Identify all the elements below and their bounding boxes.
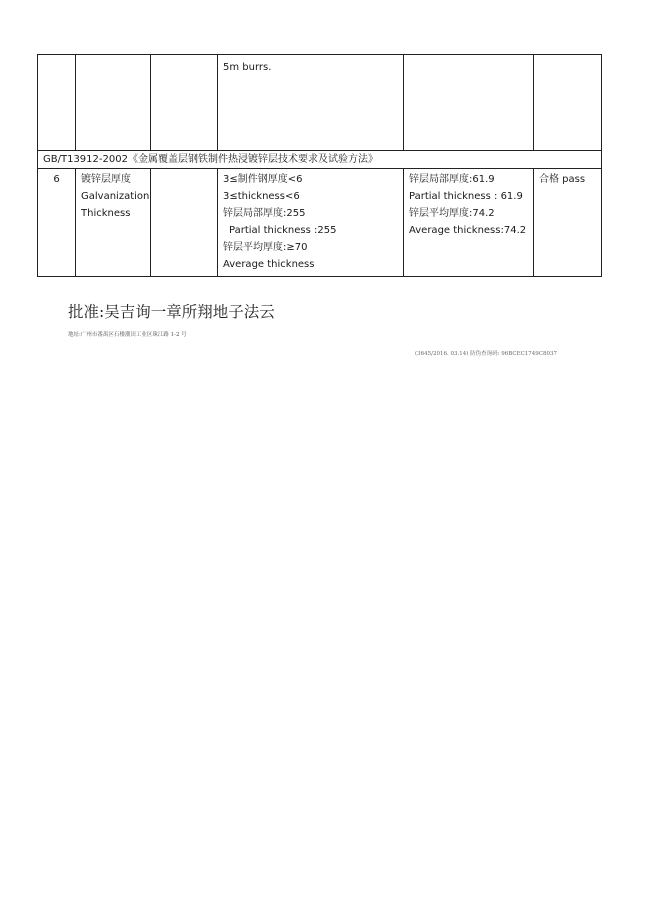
result-line: 锌层平均厚度:74.2 bbox=[409, 208, 495, 219]
result-line: 锌层局部厚度:61.9 bbox=[409, 174, 495, 185]
verdict-cell bbox=[534, 169, 602, 277]
blank-cell bbox=[151, 169, 218, 277]
verdict-text: 合格 pass bbox=[539, 174, 586, 185]
requirement-line: Partial thickness :255 bbox=[229, 225, 337, 236]
result-line: Average thickness:74.2 bbox=[409, 225, 527, 236]
item-name-line: 镀锌层厚度 bbox=[81, 174, 131, 185]
requirement-cell bbox=[218, 55, 404, 151]
test-report-table bbox=[37, 54, 602, 277]
result-line: Partial thickness : 61.9 bbox=[409, 191, 523, 202]
requirement-line: 锌层局部厚度:255 bbox=[223, 208, 306, 219]
requirement-line: Average thickness bbox=[223, 259, 315, 270]
standard-title: GB/T13912-2002《金属覆盖层钢铁制件热浸镀锌层技术要求及试验方法》 bbox=[38, 151, 602, 169]
item-name-cell bbox=[76, 169, 151, 277]
item-number: 6 bbox=[38, 169, 76, 277]
item-name-line: Galvanization bbox=[81, 191, 150, 202]
item-cell bbox=[76, 55, 151, 151]
requirement-line: 3≤thickness<6 bbox=[223, 191, 300, 202]
item-name-line: Thickness bbox=[81, 208, 131, 219]
requirement-cell bbox=[218, 169, 404, 277]
verdict-cell bbox=[534, 55, 602, 151]
continued-row bbox=[38, 55, 602, 151]
blank-cell bbox=[151, 55, 218, 151]
result-cell bbox=[404, 55, 534, 151]
standard-row bbox=[38, 151, 602, 169]
requirement-line: 锌层平均厚度:≥70 bbox=[223, 242, 308, 253]
item-row bbox=[38, 169, 602, 277]
address-line: 地址:广州市番禺区石楼潮田工业区珠江路 1-2 号 bbox=[68, 332, 187, 338]
anti-fake-code: (3645/2016. 03.14) 防伪查询码: 96BCEC1749C8037 bbox=[415, 351, 558, 357]
requirement-text: 5m burrs. bbox=[223, 62, 272, 73]
requirement-line: 3≤制件钢厚度<6 bbox=[223, 174, 303, 185]
result-cell bbox=[404, 169, 534, 277]
approval-line: 批准:吴吉询一章所翔地子法云 bbox=[68, 303, 275, 321]
no-cell bbox=[38, 55, 76, 151]
